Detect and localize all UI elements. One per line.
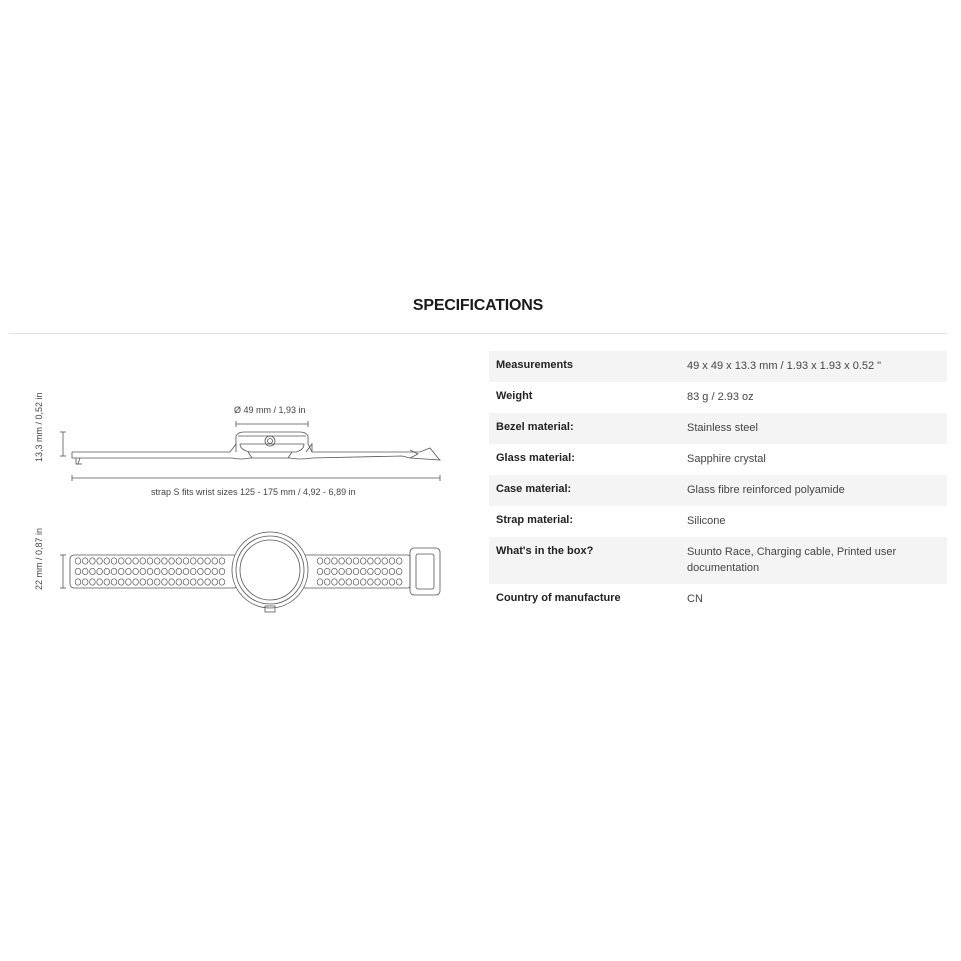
strap-hole [169,568,175,574]
spec-value: Suunto Race, Charging cable, Printed user documentation [687,546,897,574]
strap-hole [154,568,160,574]
strap-hole [353,579,359,585]
strap-hole [104,558,110,564]
strap-hole [339,579,345,585]
strap-hole [126,579,132,585]
strap-hole [118,568,124,574]
strap-hole [147,558,153,564]
strap-hole [126,558,132,564]
strap-hole [90,568,96,574]
strap-hole [353,568,359,574]
strap-hole [176,579,182,585]
strap-hole [140,558,146,564]
strap-hole [368,558,374,564]
strap-hole [368,568,374,574]
strap-hole [140,579,146,585]
strap-hole [97,579,103,585]
strap-hole [212,568,218,574]
diameter-label: Ø 49 mm / 1,93 in [234,405,306,415]
spec-value: Sapphire crystal [687,453,766,465]
strap-hole [396,579,402,585]
strap-hole [104,579,110,585]
strap-hole [360,568,366,574]
strap-hole [183,568,189,574]
strap-hole [75,568,81,574]
strap-hole [339,568,345,574]
spec-table [489,351,947,615]
strap-hole [317,568,323,574]
strap-hole [346,558,352,564]
strap-hole [332,558,338,564]
strap-hole [375,579,381,585]
strap-hole [147,579,153,585]
thickness-label: 13,3 mm / 0,52 in [34,392,44,462]
strap-hole [360,579,366,585]
spec-row [489,444,947,475]
spec-value: Stainless steel [687,422,758,434]
watch-line-drawing [0,380,470,630]
title-divider [9,333,947,334]
strap-hole [205,579,211,585]
strap-hole [133,568,139,574]
strap-hole [190,568,196,574]
strap-hole [133,558,139,564]
spec-label: Glass material: [496,452,575,464]
strap-hole [382,558,388,564]
strap-hole [176,558,182,564]
spec-label: Bezel material: [496,421,574,433]
strap-hole [219,568,225,574]
spec-label: Strap material: [496,514,574,526]
strap-hole [332,568,338,574]
watch-technical-drawing [0,380,470,630]
strap-fit-label: strap S fits wrist sizes 125 - 175 mm / 4,92 - 6,89 in [151,487,356,497]
strap-hole [126,568,132,574]
spec-row [489,506,947,537]
strap-hole [332,579,338,585]
strap-hole [82,558,88,564]
strap-hole [375,568,381,574]
strap-hole [82,568,88,574]
strap-hole [324,568,330,574]
strap-hole [346,568,352,574]
strap-hole [198,568,204,574]
strap-hole [212,579,218,585]
strap-hole [389,579,395,585]
strap-hole [389,568,395,574]
spec-label: Measurements [496,359,574,371]
strap-hole [75,558,81,564]
spec-label: Weight [496,390,533,402]
strap-hole [162,568,168,574]
strap-hole [183,579,189,585]
strap-hole [118,558,124,564]
spec-label: What's in the box? [496,545,594,557]
strap-hole [133,579,139,585]
strap-width-label: 22 mm / 0,87 in [34,527,44,590]
strap-hole [154,579,160,585]
strap-hole [169,579,175,585]
strap-hole [324,558,330,564]
strap-hole [90,579,96,585]
strap-hole [183,558,189,564]
spec-row [489,537,947,584]
strap-hole [198,558,204,564]
strap-hole [90,558,96,564]
strap-hole [396,558,402,564]
spec-value: Glass fibre reinforced polyamide [687,484,845,496]
strap-hole [219,558,225,564]
strap-hole [111,568,117,574]
strap-hole [219,579,225,585]
spec-value: CN [687,593,703,605]
strap-hole [353,558,359,564]
strap-hole [169,558,175,564]
strap-hole [317,579,323,585]
strap-hole [75,579,81,585]
spec-row [489,413,947,444]
spec-value: Silicone [687,515,726,527]
strap-hole [205,558,211,564]
strap-hole [82,579,88,585]
strap-hole [147,568,153,574]
strap-hole [111,558,117,564]
strap-hole [317,558,323,564]
strap-hole [104,568,110,574]
watch-side-view [60,421,440,481]
page-title: SPECIFICATIONS [412,297,544,314]
strap-hole [368,579,374,585]
spec-value: 83 g / 2.93 oz [687,391,754,403]
strap-hole [97,558,103,564]
strap-hole [198,579,204,585]
spec-row [489,584,947,615]
strap-hole [360,558,366,564]
strap-hole [176,568,182,574]
strap-hole [396,568,402,574]
strap-hole [154,558,160,564]
spec-row [489,351,947,382]
strap-hole [339,558,345,564]
strap-hole [97,568,103,574]
strap-hole [162,579,168,585]
spec-row [489,382,947,413]
strap-hole [382,568,388,574]
strap-hole [190,579,196,585]
strap-hole [375,558,381,564]
strap-hole [389,558,395,564]
strap-hole [111,579,117,585]
strap-hole [382,579,388,585]
strap-hole [140,568,146,574]
spec-label: Country of manufacture [496,592,621,604]
strap-hole [212,558,218,564]
spec-row [489,475,947,506]
strap-hole [205,568,211,574]
strap-hole [346,579,352,585]
strap-hole [190,558,196,564]
strap-hole [162,558,168,564]
spec-label: Case material: [496,483,572,495]
spec-value: 49 x 49 x 13.3 mm / 1.93 x 1.93 x 0.52 " [687,360,882,372]
strap-hole [118,579,124,585]
strap-hole [324,579,330,585]
